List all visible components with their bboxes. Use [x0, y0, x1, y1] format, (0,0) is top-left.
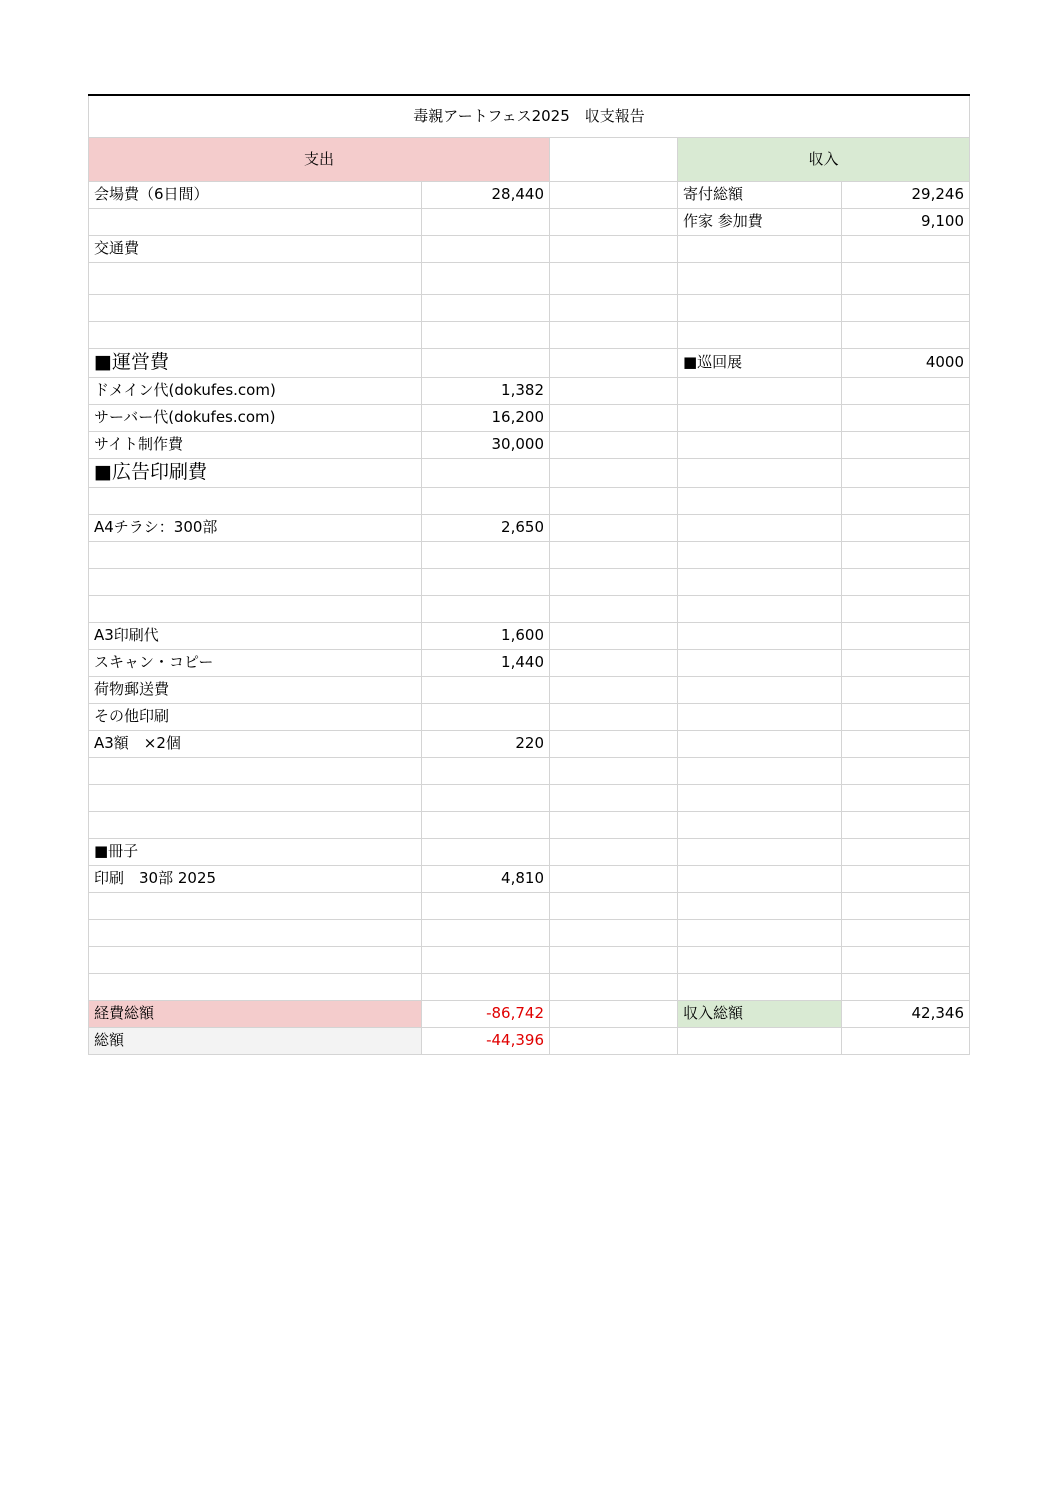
- income-item-label: [678, 262, 842, 294]
- expense-item-label: [89, 892, 422, 919]
- spacer-cell: [550, 568, 678, 595]
- expense-item-label: A3額 ×2個: [89, 730, 422, 757]
- spacer-cell: [678, 1027, 842, 1054]
- table-row: [89, 514, 970, 541]
- table-row: [89, 208, 970, 235]
- income-item-amount: [842, 568, 970, 595]
- income-item-amount: [842, 892, 970, 919]
- income-item-label: [678, 919, 842, 946]
- expense-item-amount: [422, 348, 550, 377]
- spacer-cell: [550, 321, 678, 348]
- spacer-cell: [550, 1027, 678, 1054]
- expense-item-label: [89, 784, 422, 811]
- expense-item-amount: [422, 568, 550, 595]
- totals-row: [89, 1000, 970, 1027]
- expense-item-label: 印刷 30部 2025: [89, 865, 422, 892]
- table-row: [89, 431, 970, 458]
- spacer-cell: [550, 730, 678, 757]
- income-item-amount: [842, 294, 970, 321]
- income-item-label: [678, 892, 842, 919]
- income-item-label: [678, 622, 842, 649]
- income-item-label: [678, 838, 842, 865]
- title-row: [89, 95, 970, 137]
- expense-item-amount: [422, 676, 550, 703]
- expense-item-amount: [422, 946, 550, 973]
- spacer-cell: [550, 784, 678, 811]
- income-item-label: [678, 487, 842, 514]
- income-item-label: 作家 参加費: [678, 208, 842, 235]
- spacer-cell: [550, 541, 678, 568]
- income-expense-sheet: [88, 94, 970, 1055]
- expense-item-label: [89, 541, 422, 568]
- table-row: [89, 348, 970, 377]
- table-row: [89, 321, 970, 348]
- income-item-label: [678, 294, 842, 321]
- spacer-cell: [550, 919, 678, 946]
- income-item-label: [678, 235, 842, 262]
- expense-total-label: 経費総額: [89, 1000, 422, 1027]
- expense-item-label: [89, 811, 422, 838]
- expense-item-label: サーバー代(dokufes.com): [89, 404, 422, 431]
- income-item-amount: [842, 235, 970, 262]
- spacer-cell: [550, 622, 678, 649]
- income-item-amount: [842, 703, 970, 730]
- table-row: [89, 541, 970, 568]
- income-item-label: [678, 321, 842, 348]
- income-total-label: 収入総額: [678, 1000, 842, 1027]
- expense-item-label: [89, 946, 422, 973]
- spacer-cell: [842, 1027, 970, 1054]
- income-item-amount: [842, 377, 970, 404]
- table-row: [89, 811, 970, 838]
- expense-item-label: スキャン・コピー: [89, 649, 422, 676]
- income-item-label: [678, 703, 842, 730]
- net-total-value: -44,396: [422, 1027, 550, 1054]
- spacer-cell: [550, 649, 678, 676]
- expense-item-label: 会場費（6日間）: [89, 181, 422, 208]
- income-item-label: [678, 784, 842, 811]
- income-item-label: [678, 541, 842, 568]
- income-item-amount: [842, 784, 970, 811]
- income-item-amount: [842, 865, 970, 892]
- income-item-amount: [842, 946, 970, 973]
- table-row: [89, 973, 970, 1000]
- table-row: [89, 946, 970, 973]
- expense-item-amount: [422, 757, 550, 784]
- expense-item-amount: [422, 838, 550, 865]
- table-row: [89, 730, 970, 757]
- income-item-amount: [842, 321, 970, 348]
- spacer-cell: [550, 181, 678, 208]
- expense-item-label: A3印刷代: [89, 622, 422, 649]
- expense-item-label: 交通費: [89, 235, 422, 262]
- expense-item-amount: [422, 235, 550, 262]
- income-item-label: [678, 676, 842, 703]
- spacer-cell: [550, 235, 678, 262]
- income-item-amount: 4000: [842, 348, 970, 377]
- spacer-cell: [550, 458, 678, 487]
- table-row: [89, 757, 970, 784]
- expense-item-label: [89, 919, 422, 946]
- table-row: [89, 181, 970, 208]
- expense-item-amount: [422, 595, 550, 622]
- spacer-cell: [550, 676, 678, 703]
- expense-item-amount: [422, 541, 550, 568]
- income-item-amount: [842, 541, 970, 568]
- spacer-cell: [550, 865, 678, 892]
- table-row: [89, 676, 970, 703]
- report-title: 毒親アートフェス2025 収支報告: [89, 95, 970, 137]
- table-row: [89, 458, 970, 487]
- income-item-label: [678, 514, 842, 541]
- spacer-cell: [550, 973, 678, 1000]
- expense-item-label: ■運営費: [89, 348, 422, 377]
- income-item-amount: [842, 404, 970, 431]
- expense-item-amount: [422, 487, 550, 514]
- table-row: [89, 919, 970, 946]
- income-item-label: [678, 865, 842, 892]
- spacer-cell: [550, 1000, 678, 1027]
- income-item-amount: [842, 811, 970, 838]
- table-row: [89, 622, 970, 649]
- income-item-amount: [842, 487, 970, 514]
- expense-item-amount: 16,200: [422, 404, 550, 431]
- income-item-amount: [842, 919, 970, 946]
- expense-item-amount: 4,810: [422, 865, 550, 892]
- expense-item-amount: [422, 321, 550, 348]
- table-row: [89, 865, 970, 892]
- section-header-row: [89, 137, 970, 181]
- expense-item-amount: [422, 703, 550, 730]
- expense-item-label: [89, 595, 422, 622]
- income-item-label: [678, 811, 842, 838]
- income-item-label: [678, 649, 842, 676]
- expense-item-amount: [422, 458, 550, 487]
- income-item-label: ■巡回展: [678, 348, 842, 377]
- expense-item-label: [89, 973, 422, 1000]
- income-total-value: 42,346: [842, 1000, 970, 1027]
- expense-item-label: ドメイン代(dokufes.com): [89, 377, 422, 404]
- income-item-amount: [842, 622, 970, 649]
- expense-item-label: サイト制作費: [89, 431, 422, 458]
- spacer-cell: [550, 595, 678, 622]
- table-row: [89, 703, 970, 730]
- spacer-cell: [550, 514, 678, 541]
- income-item-amount: 29,246: [842, 181, 970, 208]
- expense-item-label: [89, 487, 422, 514]
- expense-item-amount: 2,650: [422, 514, 550, 541]
- table-row: [89, 892, 970, 919]
- table-row: [89, 235, 970, 262]
- table-row: [89, 377, 970, 404]
- income-item-amount: [842, 514, 970, 541]
- income-item-amount: [842, 973, 970, 1000]
- spacer-cell: [550, 811, 678, 838]
- spacer-cell: [550, 262, 678, 294]
- expense-item-label: A4チラシ：300部: [89, 514, 422, 541]
- table-row: [89, 404, 970, 431]
- income-item-label: 寄付総額: [678, 181, 842, 208]
- expense-item-amount: 30,000: [422, 431, 550, 458]
- expense-item-amount: [422, 294, 550, 321]
- expense-item-amount: [422, 811, 550, 838]
- table-row: [89, 649, 970, 676]
- spacer-cell: [550, 757, 678, 784]
- table-row: [89, 595, 970, 622]
- expense-item-label: ■広告印刷費: [89, 458, 422, 487]
- expense-item-amount: 220: [422, 730, 550, 757]
- table-row: [89, 262, 970, 294]
- income-item-label: [678, 595, 842, 622]
- income-item-label: [678, 568, 842, 595]
- income-item-amount: [842, 757, 970, 784]
- expense-item-label: [89, 208, 422, 235]
- spacer-cell: [550, 703, 678, 730]
- expense-item-label: ■冊子: [89, 838, 422, 865]
- expense-total-value: -86,742: [422, 1000, 550, 1027]
- income-item-label: [678, 757, 842, 784]
- expense-item-label: [89, 294, 422, 321]
- expense-item-label: [89, 568, 422, 595]
- table-row: [89, 487, 970, 514]
- expense-item-label: [89, 757, 422, 784]
- totals-row: [89, 1027, 970, 1054]
- spacer-cell: [550, 892, 678, 919]
- income-item-amount: [842, 676, 970, 703]
- spacer-cell: [550, 431, 678, 458]
- expense-item-label: [89, 262, 422, 294]
- income-item-amount: [842, 730, 970, 757]
- spacer-cell: [550, 137, 678, 181]
- expense-item-amount: [422, 784, 550, 811]
- income-item-label: [678, 946, 842, 973]
- table-row: [89, 784, 970, 811]
- spacer-cell: [550, 404, 678, 431]
- expense-item-amount: 1,382: [422, 377, 550, 404]
- expense-item-amount: [422, 262, 550, 294]
- income-item-amount: [842, 595, 970, 622]
- spacer-cell: [550, 294, 678, 321]
- spacer-cell: [550, 838, 678, 865]
- net-total-label: 総額: [89, 1027, 422, 1054]
- income-item-amount: 9,100: [842, 208, 970, 235]
- income-header: 収入: [678, 137, 970, 181]
- expense-item-amount: [422, 892, 550, 919]
- income-item-amount: [842, 458, 970, 487]
- expense-item-amount: [422, 208, 550, 235]
- income-item-label: [678, 404, 842, 431]
- income-item-label: [678, 458, 842, 487]
- spacer-cell: [550, 208, 678, 235]
- income-item-label: [678, 973, 842, 1000]
- expense-header: 支出: [89, 137, 550, 181]
- table-row: [89, 568, 970, 595]
- spacer-cell: [550, 377, 678, 404]
- spacer-cell: [550, 348, 678, 377]
- income-item-label: [678, 730, 842, 757]
- income-item-amount: [842, 262, 970, 294]
- income-item-label: [678, 431, 842, 458]
- table-row: [89, 294, 970, 321]
- expense-item-amount: 28,440: [422, 181, 550, 208]
- expense-item-label: 荷物郵送費: [89, 676, 422, 703]
- table-row: [89, 838, 970, 865]
- expense-item-amount: 1,600: [422, 622, 550, 649]
- spacer-cell: [550, 946, 678, 973]
- expense-item-label: [89, 321, 422, 348]
- expense-item-amount: [422, 973, 550, 1000]
- spacer-cell: [550, 487, 678, 514]
- income-item-amount: [842, 838, 970, 865]
- expense-item-label: その他印刷: [89, 703, 422, 730]
- income-item-label: [678, 377, 842, 404]
- expense-item-amount: [422, 919, 550, 946]
- income-item-amount: [842, 649, 970, 676]
- expense-item-amount: 1,440: [422, 649, 550, 676]
- income-item-amount: [842, 431, 970, 458]
